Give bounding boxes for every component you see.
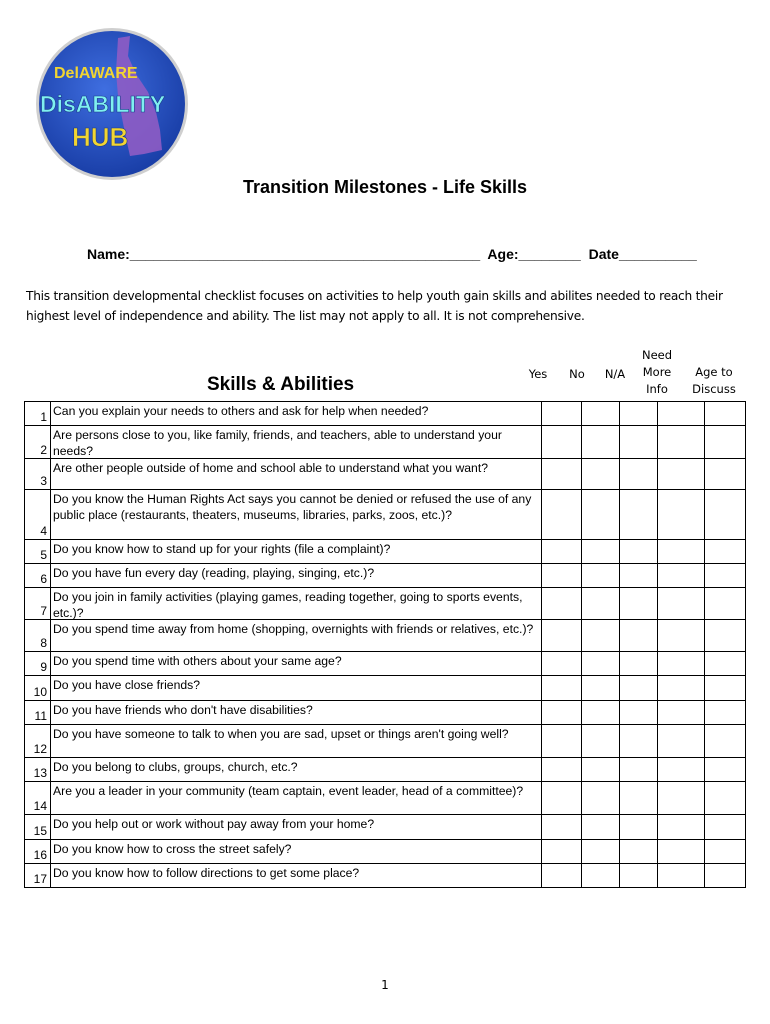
na-checkbox[interactable] (620, 839, 658, 863)
row-number-text: 11 (34, 709, 47, 723)
question-text: Are other people outside of home and school able to understand what you want? (50, 458, 542, 489)
row-number-text: 10 (33, 685, 47, 699)
question-text: Can you explain your needs to others and ask for help when needed? (50, 401, 542, 425)
yes-checkbox[interactable] (542, 587, 582, 619)
yes-checkbox[interactable] (542, 489, 582, 539)
question-text: Do you have fun every day (reading, playing, singing, etc.)? (50, 563, 542, 587)
need-more-info-checkbox[interactable] (658, 839, 705, 863)
age-to-discuss-field[interactable] (705, 839, 746, 863)
age-to-discuss-field[interactable] (705, 458, 746, 489)
table-row (24, 651, 746, 675)
table-row (24, 587, 746, 619)
table-row (24, 700, 746, 724)
table-row (24, 425, 746, 458)
no-checkbox[interactable] (582, 619, 620, 651)
table-row (24, 401, 746, 425)
row-number-text: 17 (33, 872, 47, 886)
skills-checklist-table (24, 401, 746, 888)
need-more-info-checkbox[interactable] (658, 724, 705, 757)
row-number-text: 3 (40, 474, 47, 488)
section-title: Skills & Abilities (207, 374, 355, 395)
row-number (24, 863, 50, 888)
no-checkbox[interactable] (582, 587, 620, 619)
age-to-discuss-field[interactable] (705, 724, 746, 757)
no-checkbox[interactable] (582, 539, 620, 563)
row-number-text: 9 (40, 660, 47, 674)
no-checkbox[interactable] (582, 563, 620, 587)
age-to-discuss-field[interactable] (705, 563, 746, 587)
row-number (24, 619, 50, 651)
no-checkbox[interactable] (582, 757, 620, 781)
na-checkbox[interactable] (620, 458, 658, 489)
yes-checkbox[interactable] (542, 425, 582, 458)
no-checkbox[interactable] (582, 700, 620, 724)
age-to-discuss-field[interactable] (705, 700, 746, 724)
need-more-info-checkbox[interactable] (658, 700, 705, 724)
need-more-info-checkbox[interactable] (658, 563, 705, 587)
no-checkbox[interactable] (582, 489, 620, 539)
question-text: Do you spend time with others about your same age? (50, 651, 542, 675)
question-text: Do you have someone to talk to when you are sad, upset or things aren't going well? (50, 724, 542, 757)
na-checkbox[interactable] (620, 700, 658, 724)
row-number (24, 839, 50, 863)
question-text: Do you know how to follow directions to get some place? (50, 863, 542, 888)
yes-checkbox[interactable] (542, 458, 582, 489)
age-to-discuss-field[interactable] (705, 539, 746, 563)
need-more-info-checkbox[interactable] (658, 489, 705, 539)
no-checkbox[interactable] (582, 839, 620, 863)
table-row (24, 489, 746, 539)
table-row (24, 724, 746, 757)
need-more-info-checkbox[interactable] (658, 425, 705, 458)
na-checkbox[interactable] (620, 757, 658, 781)
row-number (24, 757, 50, 781)
no-checkbox[interactable] (582, 863, 620, 888)
need-more-info-checkbox[interactable] (658, 814, 705, 839)
na-checkbox[interactable] (620, 619, 658, 651)
age-to-discuss-field[interactable] (705, 814, 746, 839)
row-number-text: 6 (40, 572, 47, 586)
table-row (24, 563, 746, 587)
table-row (24, 757, 746, 781)
table-row (24, 781, 746, 814)
row-number (24, 401, 50, 425)
yes-checkbox[interactable] (542, 401, 582, 425)
table-row (24, 863, 746, 888)
no-checkbox[interactable] (582, 724, 620, 757)
need-more-info-checkbox[interactable] (658, 401, 705, 425)
table-row (24, 814, 746, 839)
age-to-discuss-field[interactable] (705, 651, 746, 675)
row-number-text: 13 (33, 766, 47, 780)
na-checkbox[interactable] (620, 863, 658, 888)
no-checkbox[interactable] (582, 425, 620, 458)
no-checkbox[interactable] (582, 401, 620, 425)
row-number-text: 4 (40, 524, 47, 538)
delaware-disability-hub-logo (32, 26, 192, 182)
column-header-age-to-discuss: Age to Discuss (692, 365, 736, 396)
svg-text:DisABILITY (40, 91, 165, 117)
row-number (24, 724, 50, 757)
row-number-text: 7 (40, 604, 47, 618)
question-text: Do you help out or work without pay away from your home? (50, 814, 542, 839)
no-checkbox[interactable] (582, 675, 620, 700)
age-to-discuss-field[interactable] (705, 781, 746, 814)
no-checkbox[interactable] (582, 781, 620, 814)
na-checkbox[interactable] (620, 651, 658, 675)
no-checkbox[interactable] (582, 458, 620, 489)
question-text: Do you know how to cross the street safely? (50, 839, 542, 863)
row-number (24, 675, 50, 700)
question-text: Do you belong to clubs, groups, church, etc.? (50, 757, 542, 781)
yes-checkbox[interactable] (542, 757, 582, 781)
table-row (24, 539, 746, 563)
need-more-info-checkbox[interactable] (658, 651, 705, 675)
row-number (24, 781, 50, 814)
row-number (24, 814, 50, 839)
row-number (24, 563, 50, 587)
na-checkbox[interactable] (620, 675, 658, 700)
need-more-info-checkbox[interactable] (658, 587, 705, 619)
need-more-info-checkbox[interactable] (658, 539, 705, 563)
age-to-discuss-field[interactable] (705, 425, 746, 458)
yes-checkbox[interactable] (542, 563, 582, 587)
logo-line-3: HUB (72, 122, 129, 152)
row-number (24, 458, 50, 489)
document-title: Transition Milestones - Life Skills (242, 177, 528, 197)
column-header-na: N/A (604, 367, 626, 381)
need-more-info-checkbox[interactable] (658, 619, 705, 651)
yes-checkbox[interactable] (542, 724, 582, 757)
row-number (24, 425, 50, 458)
need-more-info-checkbox[interactable] (658, 781, 705, 814)
yes-checkbox[interactable] (542, 781, 582, 814)
age-to-discuss-field[interactable] (705, 757, 746, 781)
column-header-yes: Yes (528, 367, 548, 381)
yes-checkbox[interactable] (542, 619, 582, 651)
na-checkbox[interactable] (620, 539, 658, 563)
row-number (24, 489, 50, 539)
logo-line-1: DelAWARE (54, 65, 138, 82)
age-to-discuss-field[interactable] (705, 619, 746, 651)
row-number-text: 14 (33, 799, 47, 813)
table-row (24, 619, 746, 651)
age-to-discuss-field[interactable] (705, 401, 746, 425)
yes-checkbox[interactable] (542, 863, 582, 888)
na-checkbox[interactable] (620, 781, 658, 814)
row-number-text: 8 (40, 636, 47, 650)
no-checkbox[interactable] (582, 814, 620, 839)
na-checkbox[interactable] (620, 814, 658, 839)
table-row (24, 839, 746, 863)
table-row (24, 675, 746, 700)
row-number (24, 587, 50, 619)
svg-text:DelAWARE (54, 65, 138, 82)
na-checkbox[interactable] (620, 724, 658, 757)
row-number (24, 700, 50, 724)
question-text: Do you know how to stand up for your rights (file a complaint)? (50, 539, 542, 563)
question-text: Do you join in family activities (playing games, reading together, going to sports events, etc.)? (50, 587, 542, 619)
na-checkbox[interactable] (620, 401, 658, 425)
column-header-need-more-info: Need More Info (641, 348, 673, 396)
row-number-text: 12 (33, 742, 47, 756)
need-more-info-checkbox[interactable] (658, 458, 705, 489)
row-number (24, 539, 50, 563)
need-more-info-checkbox[interactable] (658, 757, 705, 781)
no-checkbox[interactable] (582, 651, 620, 675)
page-number: 1 (381, 978, 389, 992)
column-header-no: No (569, 367, 585, 381)
row-number-text: 5 (40, 548, 47, 562)
need-more-info-checkbox[interactable] (658, 675, 705, 700)
row-number-text: 1 (40, 410, 47, 424)
yes-checkbox[interactable] (542, 651, 582, 675)
na-checkbox[interactable] (620, 489, 658, 539)
logo-line-2: DisABILITY (40, 91, 166, 117)
yes-checkbox[interactable] (542, 675, 582, 700)
question-text: Do you have close friends? (50, 675, 542, 700)
na-checkbox[interactable] (620, 563, 658, 587)
age-to-discuss-field[interactable] (705, 489, 746, 539)
row-number (24, 651, 50, 675)
question-text: Do you have friends who don't have disabilities? (50, 700, 542, 724)
table-row (24, 458, 746, 489)
name-age-date-line[interactable]: Name:_____________________________________________ Age:________ Date__________ (87, 246, 697, 262)
question-text: Are you a leader in your community (team captain, event leader, head of a committee)? (50, 781, 542, 814)
row-number-text: 2 (40, 443, 47, 457)
yes-checkbox[interactable] (542, 700, 582, 724)
age-to-discuss-field[interactable] (705, 675, 746, 700)
age-to-discuss-field[interactable] (705, 587, 746, 619)
age-to-discuss-field[interactable] (705, 863, 746, 888)
question-text: Do you spend time away from home (shopping, overnights with friends or relatives, etc.)? (50, 619, 542, 651)
svg-text:HUB (72, 122, 128, 152)
yes-checkbox[interactable] (542, 814, 582, 839)
na-checkbox[interactable] (620, 425, 658, 458)
yes-checkbox[interactable] (542, 539, 582, 563)
question-text: Do you know the Human Rights Act says you cannot be denied or refused the use of any public place (restaurants, theaters, museums, libraries, parks, zoos, etc.)? (50, 489, 542, 539)
question-text: Are persons close to you, like family, friends, and teachers, able to understand your needs? (50, 425, 542, 458)
intro-paragraph: This transition developmental checklist focuses on activities to help youth gain skills and abilites needed to reach their highest level of independence and ability. The list may not apply to all. It is not comprehensive. (26, 289, 723, 323)
row-number-text: 15 (33, 824, 47, 838)
row-number-text: 16 (33, 848, 47, 862)
yes-checkbox[interactable] (542, 839, 582, 863)
need-more-info-checkbox[interactable] (658, 863, 705, 888)
na-checkbox[interactable] (620, 587, 658, 619)
